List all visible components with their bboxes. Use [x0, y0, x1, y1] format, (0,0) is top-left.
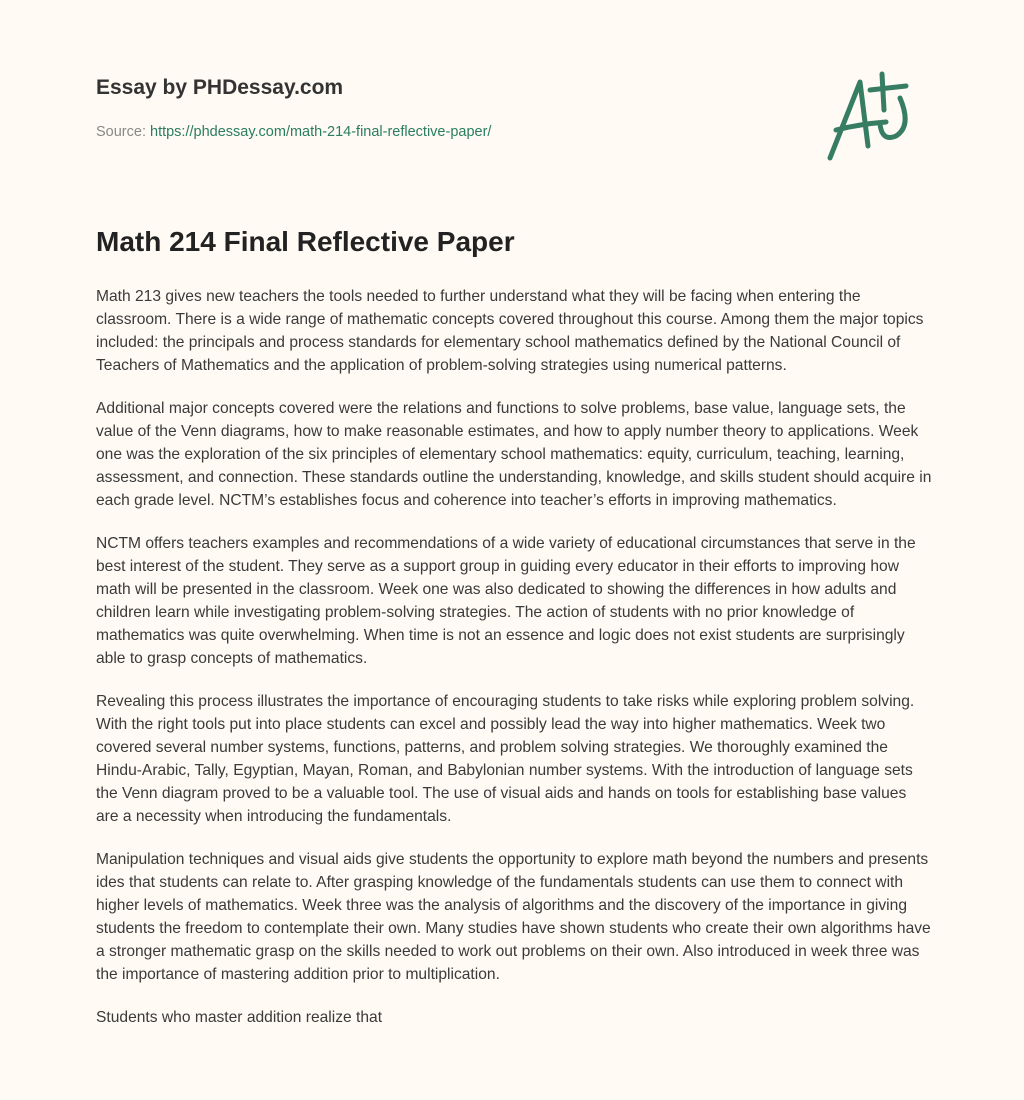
essay-title: Math 214 Final Reflective Paper	[96, 226, 515, 257]
source-link[interactable]: https://phdessay.com/math-214-final-reflective-paper/	[150, 124, 492, 140]
paragraph: Additional major concepts covered were the relations and functions to solve problems, base value, language sets, the value of the Venn diagrams, how to make reasonable estimates, and how to apply number theory to applications. Week one was the exploration of the six principles of elementary school mathematics: equity, curriculum, teaching, learning, assessment, and connection. These standards outline the understanding, knowledge, and skills student should acquire in each grade level. NCTM’s establishes focus and coherence into teacher’s efforts in improving mathematics.	[96, 400, 932, 509]
a-plus-logo-icon	[820, 66, 930, 166]
paragraph: Manipulation techniques and visual aids give students the opportunity to explore math beyond the numbers and presents ides that students can relate to. After grasping knowledge of the fundamentals students can use them to connect with higher levels of mathematics. Week three was the analysis of algorithms and the discovery of the importance in giving students the freedom to contemplate their own. Many studies have shown students who create their own algorithms have a stronger mathematic grasp on the skills needed to work out problems on their own. Also introduced in week three was the importance of mastering addition prior to multiplication.	[96, 851, 931, 983]
source-line	[96, 124, 491, 140]
source-label: Source:	[96, 124, 150, 140]
paragraph: Revealing this process illustrates the importance of encouraging students to take risks while exploring problem solving. With the right tools put into place students can excel and possibly lead the way into higher mathematics. Week two covered several number systems, functions, patterns, and problem solving strategies. We thoroughly examined the Hindu-Arabic, Tally, Egyptian, Mayan, Roman, and Babylonian number systems. With the introduction of language sets the Venn diagram proved to be a valuable tool. The use of visual aids and hands on tools for establishing base values are a necessity when introducing the fundamentals.	[96, 693, 915, 825]
essay-body	[96, 285, 932, 1049]
paragraph: Students who master addition realize that	[96, 1009, 383, 1026]
paragraph: Math 213 gives new teachers the tools needed to further understand what they will be facing when entering the classroom. There is a wide range of mathematic concepts covered throughout this course. Among them the major topics included: the principals and process standards for elementary school mathematics defined by the National Council of Teachers of Mathematics and the application of problem-solving strategies using numerical patterns.	[96, 288, 924, 374]
site-brand: Essay by PHDessay.com	[96, 76, 344, 99]
paragraph: NCTM offers teachers examples and recommendations of a wide variety of educational circumstances that serve in the best interest of the student. They serve as a support group in guiding every educator in their efforts to improving how math will be presented in the classroom. Week one was also dedicated to showing the differences in how adults and children learn while investigating problem-solving strategies. The action of students with no prior knowledge of mathematics was quite overwhelming. When time is not an essence and logic does not exist students are surprisingly able to grasp concepts of mathematics.	[96, 535, 916, 667]
